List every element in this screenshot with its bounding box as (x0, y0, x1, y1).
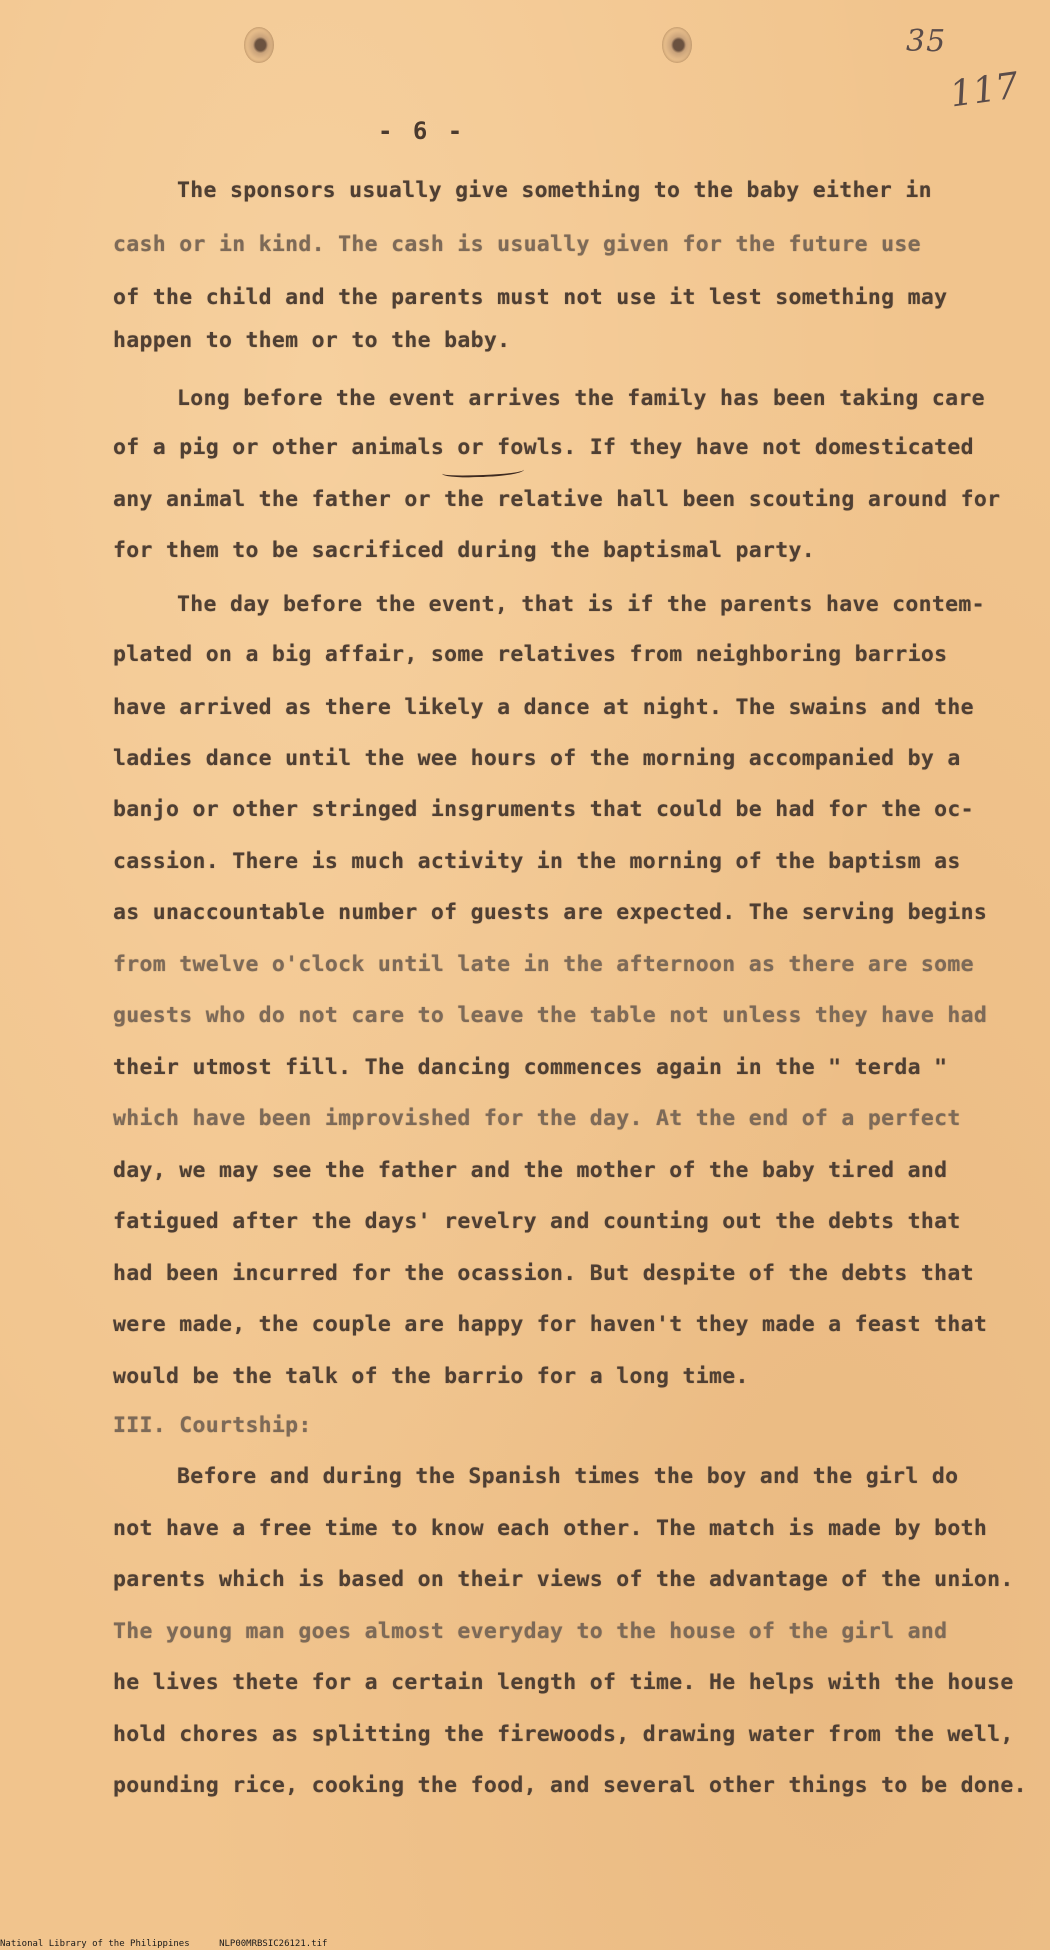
handwritten-underline (442, 464, 524, 479)
text-line: The sponsors usually give something to the baby either in (177, 178, 932, 203)
page-number: - 6 - (378, 117, 466, 145)
text-line: were made, the couple are happy for haven't they made a feast that (113, 1312, 988, 1337)
text-line: any animal the father or the relative hall been scouting around for (113, 487, 1001, 512)
text-line: ladies dance until the wee hours of the morning accompanied by a (113, 746, 961, 771)
section-heading: III. Courtship: (113, 1413, 312, 1438)
footer-filename: NLP00MRBSIC26121.tif (219, 1939, 328, 1949)
text-line: cash or in kind. The cash is usually given for the future use (113, 232, 921, 257)
punch-hole-right (662, 27, 692, 63)
text-line: he lives thete for a certain length of time. He helps with the house (113, 1670, 1014, 1695)
text-line: The young man goes almost everyday to the house of the girl and (113, 1619, 948, 1644)
handwritten-page-number-right: 117 (947, 65, 1022, 116)
punch-hole-left (244, 27, 274, 63)
text-line: fatigued after the days' revelry and counting out the debts that (113, 1209, 961, 1234)
text-line: day, we may see the father and the mother of the baby tired and (113, 1158, 948, 1183)
scan-footer (0, 1939, 351, 1949)
text-line: of the child and the parents must not use it lest something may (113, 285, 948, 310)
text-line: as unaccountable number of guests are expected. The serving begins (113, 900, 988, 925)
text-line: parents which is based on their views of the advantage of the union. (113, 1567, 1014, 1592)
text-line: hold chores as splitting the firewoods, drawing water from the well, (113, 1722, 1014, 1747)
text-line: for them to be sacrificed during the baptismal party. (113, 538, 815, 563)
text-line: would be the talk of the barrio for a long time. (113, 1364, 749, 1389)
text-line: not have a free time to know each other. The match is made by both (113, 1516, 988, 1541)
text-line: The day before the event, that is if the parents have contem- (177, 592, 985, 617)
footer-library: National Library of the Philippines (0, 1939, 190, 1949)
text-line: had been incurred for the ocassion. But despite of the debts that (113, 1261, 974, 1286)
text-line: which have been improvished for the day. At the end of a perfect (113, 1106, 961, 1131)
text-line: have arrived as there likely a dance at night. The swains and the (113, 695, 974, 720)
text-line: Before and during the Spanish times the boy and the girl do (177, 1464, 959, 1489)
text-line: banjo or other stringed insgruments that could be had for the oc- (113, 797, 974, 822)
text-line: cassion. There is much activity in the morning of the baptism as (113, 849, 961, 874)
text-line: pounding rice, cooking the food, and several other things to be done. (113, 1773, 1027, 1798)
text-line: of a pig or other animals or fowls. If they have not domesticated (113, 435, 974, 460)
handwritten-page-number-top: 35 (906, 24, 947, 59)
text-line: Long before the event arrives the family has been taking care (177, 386, 985, 411)
text-line: happen to them or to the baby. (113, 328, 511, 353)
text-line: their utmost fill. The dancing commences again in the " terda " (113, 1055, 948, 1080)
text-line: guests who do not care to leave the table not unless they have had (113, 1003, 988, 1028)
text-line: plated on a big affair, some relatives from neighboring barrios (113, 642, 948, 667)
text-line: from twelve o'clock until late in the afternoon as there are some (113, 952, 974, 977)
